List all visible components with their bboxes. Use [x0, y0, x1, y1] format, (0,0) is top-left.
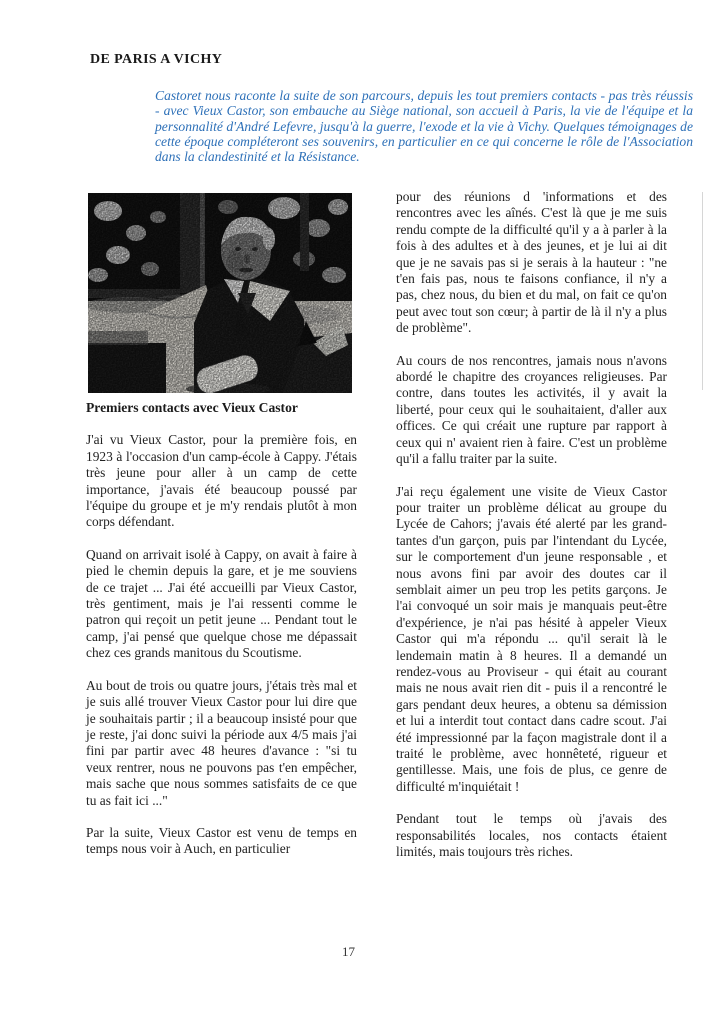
- scan-artifact-line: [702, 192, 703, 390]
- paragraph-right-3: J'ai reçu également une visite de Vieux Castor pour traiter un problème délicat au groupe du Lycée de Cahors; j'avais été alerté par les grand-tantes d'un garçon, puis par l'intendant du Lycée, sur le comportement d'un jeune responsable , et nous avons fini par avoir des doutes car il semblait aimer un peu trop les petits garçons. Je l'ai convoqué un soir mais je manquais peut-être d'expérience, je n'ai pas hésité à appeler Vieux Castor qui m'a répondu ... qu'il serait là le lendemain matin à 8 heures. Il a demandé un rendez-vous au Proviseur - qui était au courant mais ne nous avait rien dit - puis il a rencontré le gars pendant deux heures, a obtenu sa démission et lui a interdit tout contact dans cadre scout. J'ai été impressionné par la façon magistrale dont il a traité le problème, avec honnêteté, rigueur et gentillesse. Mais, une fois de plus, ce genre de difficulté m'inquiétait !: [396, 483, 667, 794]
- paragraph-left-1: J'ai vu Vieux Castor, pour la première fois, en 1923 à l'occasion d'un camp-école à Cappy. J'étais très jeune pour aller à un camp de cette importance, j'avais été beaucoup poussé par l'équipe du groupe et je m'y rendais plutôt à mon corps défendant.: [86, 432, 357, 530]
- right-column: [396, 189, 667, 876]
- page-number: 17: [342, 944, 355, 959]
- section-heading: Premiers contacts avec Vieux Castor: [86, 400, 298, 415]
- photo-image: [88, 193, 352, 393]
- paragraph-left-4: Par la suite, Vieux Castor est venu de temps en temps nous voir à Auch, en particulier: [86, 824, 357, 857]
- paragraph-right-2: Au cours de nos rencontres, jamais nous n'avons abordé le chapitre des croyances religieuses. Par contre, dans toutes les activités, il y avait la liberté, pour ceux qui le souhaitaient, d'aller aux offices. Ce qui créait une rupture par rapport à ceux qui n' avaient rien à faire. C'est un problème qu'il a fallu traiter par la suite.: [396, 352, 667, 467]
- photo-vieux-castor: [88, 193, 352, 393]
- intro-paragraph: Castoret nous raconte la suite de son parcours, depuis les tout premiers contacts - pas très réussis - avec Vieux Castor, son embauche au Siège national, son accueil à Paris, la vie de l'équipe et la personnalité d'André Lefevre, jusqu'à la guerre, l'exode et la vie à Vichy. Quelques témoignages de cette époque compléteront ses souvenirs, en particulier en ce qui concerne le rôle de l'Association dans la clandestinité et la Résistance.: [155, 88, 693, 165]
- paragraph-left-2: Quand on arrivait isolé à Cappy, on avait à faire à pied le chemin depuis la gare, et je me souviens de ce trajet ... J'ai été accueilli par Vieux Castor, très gentiment, mais je l'ai ressenti comme le patron qui reçoit un petit jeune ... Pendant tout le camp, j'ai pensé que quelque chose me dépassait chez ces grands manitous du Scoutisme.: [86, 546, 357, 661]
- paragraph-right-1: pour des réunions d 'informations et des rencontres avec les aînés. C'est là que je me suis rendu compte de la difficulté qu'il y a à parler à la fois à des adultes et à des jeunes, et je lui ai dit que je ne savais pas si je serais à la hauteur : "ne t'en fais pas, nous te faisons confiance, il n'y a pas, chez nous, du bien et du mal, on fait ce qu'on peut avec tout son cœur; à partir de là il n'y a plus de problème".: [396, 189, 667, 336]
- paragraph-left-3: Au bout de trois ou quatre jours, j'étais très mal et je suis allé trouver Vieux Castor pour lui dire que je souhaitais partir ; il a beaucoup insisté pour que je reste, j'ai donc suivi la période aux 4/5 mais j'ai fini par partir avec 48 heures d'avance : "si tu veux rentrer, nous ne pouvons pas t'en empêcher, mais sache que nous sommes satisfaits de ce que tu as fait ici ...": [86, 677, 357, 808]
- chapter-heading: DE PARIS A VICHY: [90, 52, 223, 67]
- left-column: [86, 400, 357, 874]
- paragraph-right-4: Pendant tout le temps où j'avais des responsabilités locales, nos contacts étaient limités, mais toujours très riches.: [396, 811, 667, 860]
